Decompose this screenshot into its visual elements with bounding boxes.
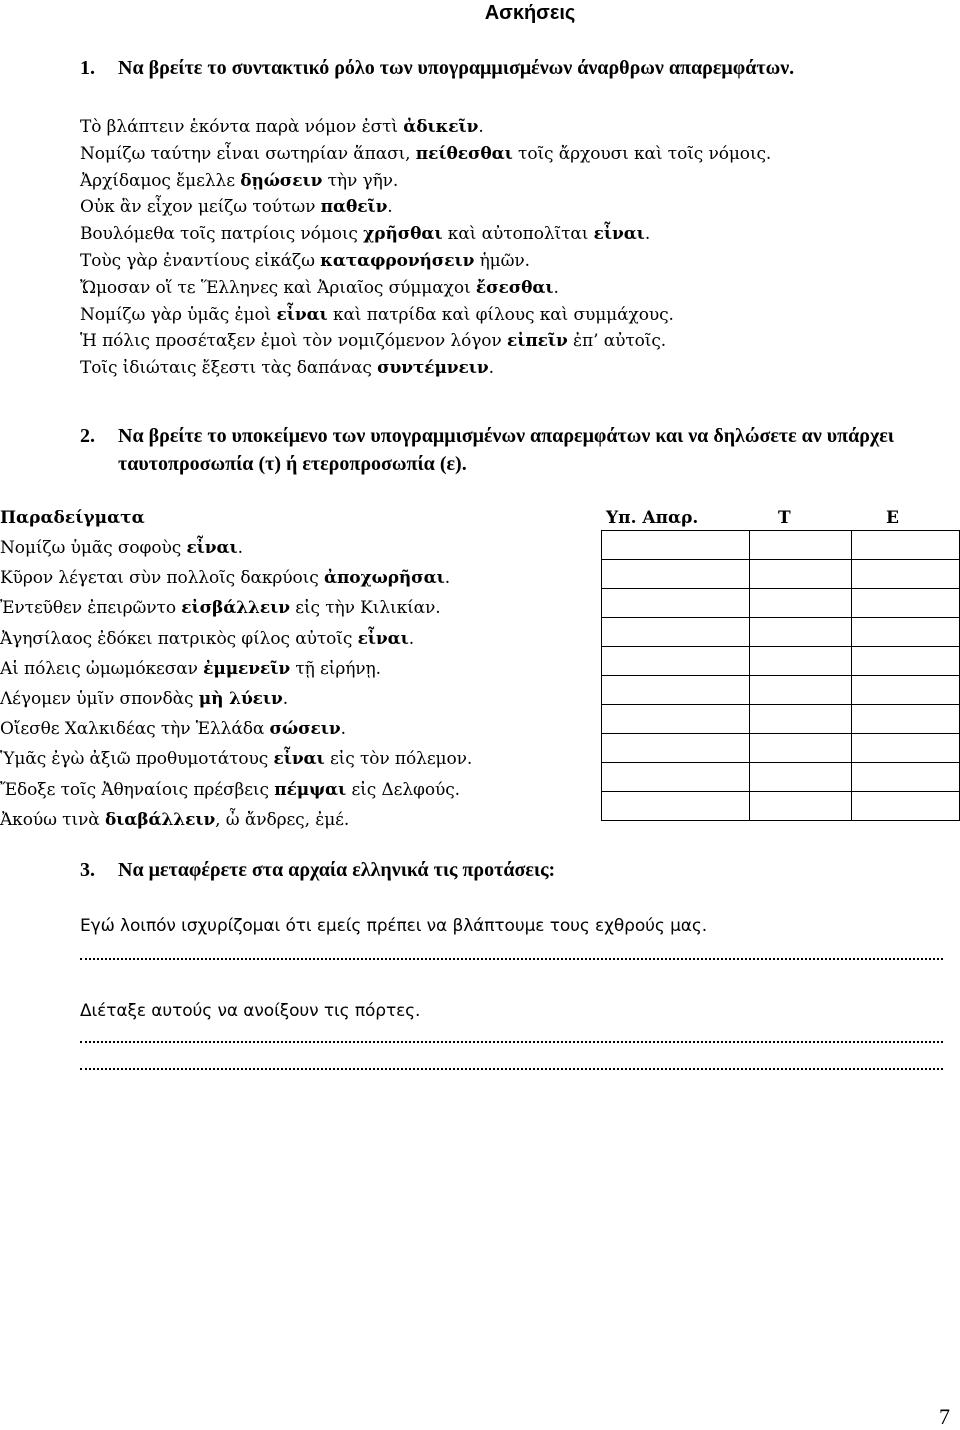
sentence-text: Νομίζω ταύτην εἶναι σωτηρίαν ἅπασι, [80, 143, 416, 164]
sentence-text: εἰς τὴν Κιλικίαν. [289, 598, 441, 619]
sentence-text: Νομίζω ὑμᾶς σοφοὺς [0, 538, 187, 558]
underlined-infinitive: εἶναι [276, 304, 328, 325]
underlined-infinitive: εἶναι [593, 224, 645, 245]
t-cell[interactable] [750, 763, 852, 792]
subject-cell[interactable] [602, 792, 750, 821]
answer-line[interactable] [80, 958, 943, 960]
answer-row [602, 734, 960, 763]
subject-cell[interactable] [602, 734, 750, 763]
sentence-text: Βουλόμεθα τοῖς πατρίοις νόμοις [80, 224, 364, 245]
exercise1-sentence [80, 274, 559, 302]
underlined-infinitive: εἶναι [357, 628, 409, 649]
underlined-infinitive: δῃώσειν [240, 170, 323, 191]
underlined-infinitive: πείθεσθαι [415, 143, 513, 164]
sentence-text: . [237, 538, 243, 558]
sentence-text: τοῖς ἄρχουσι καὶ τοῖς νόμοις. [512, 143, 772, 164]
t-cell[interactable] [750, 560, 852, 589]
e-cell[interactable] [852, 763, 960, 792]
subject-cell[interactable] [602, 705, 750, 734]
sentence-text: Οἴεσθε Χαλκιδέας τὴν Ἑλλάδα [0, 719, 270, 740]
underlined-infinitive: εἰπεῖν [506, 331, 568, 352]
e-cell[interactable] [852, 676, 960, 705]
exercise2-heading: Να βρείτε το υποκείμενο των υπογραμμισμένων απαρεμφάτων και να δηλώσετε αν υπάρχει ταυτοπροσωπία (τ) ή ετεροπροσωπία (ε). [118, 425, 894, 475]
exercise1-sentence [80, 354, 494, 382]
underlined-infinitive: ἔσεσθαι [475, 277, 554, 298]
exercise1-sentence [80, 301, 674, 329]
sentence-text: Ἡ πόλις προσέταξεν ἐμοὶ τὸν νομιζόμενον λόγον [80, 331, 507, 352]
exercise3-sentence-2: Διέταξε αυτούς να ανοίξουν τις πόρτες. [80, 1001, 421, 1021]
sentence-text: ἐπ’ αὐτοῖς. [567, 331, 667, 352]
column-e-header: Ε [886, 508, 899, 528]
sentence-text: . [553, 277, 559, 298]
sentence-text: τῇ εἰρήνῃ. [290, 658, 381, 679]
column-subject-header: Υπ. Απαρ. [606, 508, 699, 528]
exercise2-sentence [0, 625, 414, 653]
page-number: 7 [939, 1404, 950, 1429]
e-cell[interactable] [852, 792, 960, 821]
underlined-infinitive: διαβάλλειν [104, 809, 216, 830]
sentence-text: . [387, 197, 393, 218]
underlined-infinitive: πέμψαι [274, 779, 347, 800]
underlined-infinitive: συντέμνειν [377, 358, 489, 379]
underlined-infinitive: ἐμμενεῖν [203, 658, 291, 679]
underlined-infinitive: ἀποχωρῆσαι [323, 568, 445, 589]
page-title: Ασκήσεις [484, 2, 576, 24]
exercise2-number: 2. [80, 425, 95, 447]
exercise1-sentence [80, 247, 530, 275]
exercise1-number: 1. [80, 57, 95, 79]
answer-line[interactable] [80, 1041, 943, 1043]
answer-row [602, 618, 960, 647]
sentence-text: Τοὺς γὰρ ἐναντίους εἰκάζω [80, 251, 321, 271]
t-cell[interactable] [750, 734, 852, 763]
exercise1-sentence [80, 220, 650, 248]
t-cell[interactable] [750, 676, 852, 705]
sentence-text: . [282, 689, 289, 709]
underlined-infinitive: καταφρονήσειν [320, 251, 475, 271]
sentence-text: Λέγομεν ὑμῖν σπονδὰς [0, 689, 199, 709]
subject-cell[interactable] [602, 676, 750, 705]
sentence-text: . [478, 117, 484, 137]
sentence-text: Νομίζω γὰρ ὑμᾶς ἐμοὶ [80, 304, 277, 325]
answer-row [602, 676, 960, 705]
underlined-infinitive: παθεῖν [320, 197, 388, 218]
sentence-text: Ἀκούω τινὰ [0, 809, 105, 830]
answer-row [602, 792, 960, 821]
subject-cell[interactable] [602, 531, 750, 560]
exercise2-sentence [0, 564, 450, 592]
underlined-infinitive: μὴ λύειν [198, 689, 283, 709]
sentence-text: . [644, 224, 651, 245]
column-t-header: Τ [778, 508, 791, 528]
exercise3-heading: Να μεταφέρετε στα αρχαία ελληνικά τις προτάσεις: [118, 859, 556, 881]
underlined-infinitive: σώσειν [269, 719, 341, 740]
underlined-infinitive: χρῆσθαι [363, 224, 443, 245]
answer-row [602, 560, 960, 589]
sentence-text: . [340, 719, 346, 740]
t-cell[interactable] [750, 531, 852, 560]
subject-cell[interactable] [602, 589, 750, 618]
sentence-text: Ἔδοξε τοῖς Ἀθηναίοις πρέσβεις [0, 779, 275, 800]
t-cell[interactable] [750, 705, 852, 734]
answer-line[interactable] [80, 1068, 943, 1070]
exercise1-sentence [80, 193, 393, 221]
answer-row [602, 705, 960, 734]
underlined-infinitive: εἶναι [186, 538, 238, 558]
exercise3-sentence-1: Εγώ λοιπόν ισχυρίζομαι ότι εμείς πρέπει να βλάπτουμε τους εχθρούς μας. [80, 916, 708, 936]
answer-row [602, 763, 960, 792]
t-cell[interactable] [750, 618, 852, 647]
e-cell[interactable] [852, 589, 960, 618]
e-cell[interactable] [852, 734, 960, 763]
e-cell[interactable] [852, 618, 960, 647]
answer-row [602, 647, 960, 676]
subject-cell[interactable] [602, 647, 750, 676]
exercise1-heading: Να βρείτε το συντακτικό ρόλο των υπογραμμισμένων άναρθρων απαρεμφάτων. [118, 57, 795, 79]
exercise3-number: 3. [80, 859, 95, 881]
sentence-text: . [444, 568, 451, 589]
sentence-text: Τὸ βλάπτειν ἑκόντα παρὰ νόμον ἐστὶ [80, 117, 404, 137]
e-cell[interactable] [852, 560, 960, 589]
exercise2-sentence [0, 715, 346, 743]
sentence-text: τὴν γῆν. [322, 170, 399, 191]
sentence-text: Κῦρον λέγεται σὺν πολλοῖς δακρύοις [0, 568, 324, 589]
t-cell[interactable] [750, 792, 852, 821]
exercise1-sentence [80, 140, 771, 168]
sentence-text: . [408, 628, 415, 649]
sentence-text: Τοῖς ἰδιώταις ἔξεστι τὰς δαπάνας [80, 358, 378, 379]
exercise2-sentence [0, 776, 460, 804]
answer-row [602, 589, 960, 618]
underlined-infinitive: εἰσβάλλειν [181, 598, 290, 619]
exercise2-sentence [0, 594, 441, 622]
underlined-infinitive: ἀδικεῖν [403, 117, 479, 137]
exercise1-sentence [80, 167, 398, 195]
exercise2-sentence [0, 534, 243, 562]
sentence-text: Ἀγησίλαος ἐδόκει πατρικὸς φίλος αὐτοῖς [0, 628, 358, 649]
exercise2-sentence [0, 806, 349, 834]
e-cell[interactable] [852, 531, 960, 560]
exercise2-sentence [0, 655, 381, 683]
subject-cell[interactable] [602, 618, 750, 647]
examples-label: Παραδείγματα [0, 508, 145, 528]
exercise1-sentence [80, 113, 484, 141]
sentence-text: εἰς τὸν πόλεμον. [324, 749, 473, 770]
sentence-text: . [488, 358, 494, 379]
sentence-text: εἰς Δελφούς. [346, 779, 460, 800]
exercise2-sentence [0, 685, 288, 713]
sentence-text: Ὑμᾶς ἐγὼ ἀξιῶ προθυμοτάτους [0, 749, 274, 770]
sentence-text: Ὤμοσαν οἵ τε Ἕλληνες καὶ Ἀριαῖος σύμμαχοι [80, 277, 476, 298]
exercise1-sentence [80, 327, 666, 355]
answer-table [601, 530, 960, 821]
sentence-text: Ἀρχίδαμος ἔμελλε [80, 170, 241, 191]
sentence-text: ἡμῶν. [474, 251, 530, 271]
sentence-text: Ἐντεῦθεν ἐπειρῶντο [0, 598, 182, 619]
sentence-text: καὶ πατρίδα καὶ φίλους καὶ συμμάχους. [327, 304, 674, 325]
subject-cell[interactable] [602, 763, 750, 792]
underlined-infinitive: εἶναι [273, 749, 325, 770]
sentence-text: καὶ αὐτοπολῖται [442, 224, 594, 245]
sentence-text: Οὐκ ἂν εἶχον μείζω τούτων [80, 197, 321, 218]
answer-row [602, 531, 960, 560]
t-cell[interactable] [750, 647, 852, 676]
e-cell[interactable] [852, 705, 960, 734]
sentence-text: , ὦ ἄνδρες, ἐμέ. [215, 809, 350, 830]
e-cell[interactable] [852, 647, 960, 676]
t-cell[interactable] [750, 589, 852, 618]
subject-cell[interactable] [602, 560, 750, 589]
exercise2-sentence [0, 745, 472, 773]
sentence-text: Αἱ πόλεις ὠμωμόκεσαν [0, 658, 204, 679]
